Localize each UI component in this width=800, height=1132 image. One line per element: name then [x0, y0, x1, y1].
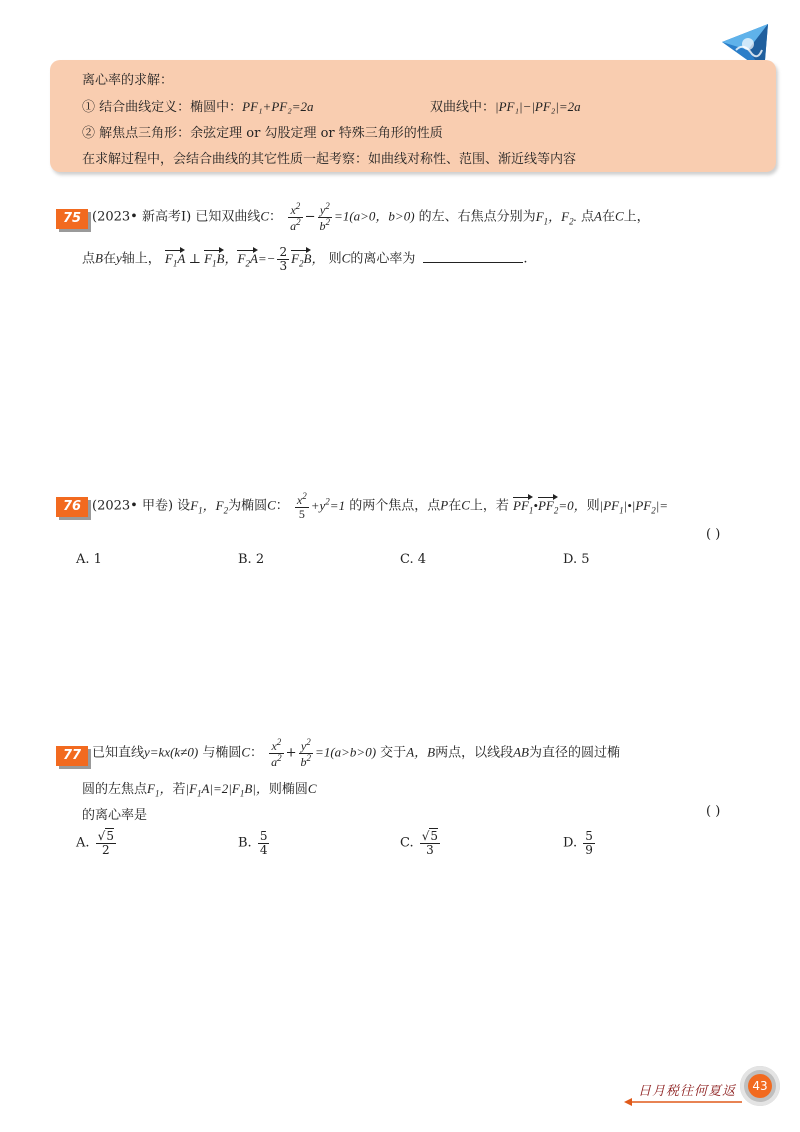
- answer-paren[interactable]: ( ): [706, 527, 721, 542]
- problem-number-badge: 76: [56, 497, 88, 517]
- problem-number-badge: 77: [56, 746, 88, 766]
- problem-number-badge: 75: [56, 209, 88, 229]
- answer-blank[interactable]: [423, 250, 523, 263]
- footer-slogan: 日月税往何夏返: [638, 1084, 737, 1099]
- problem-75-line-2: 点B在y轴上， $F_1A$ ⊥ $F_1B$，$F_2A=-$ $\frac{2}{3}$ $F_2B$， 则C的离心率为 .: [82, 245, 528, 273]
- problem-77-line-3: 的离心率是: [82, 808, 148, 823]
- summary-box: [50, 60, 776, 172]
- choice-d[interactable]: D. 5: [563, 552, 590, 567]
- footer-arrow-icon: [624, 1098, 744, 1106]
- hyperbola-definition-formula: |PF₁|−|PF₂|=2a: [495, 99, 581, 114]
- summary-item-3: 在求解过程中，会结合曲线的其它性质一起考察：如曲线对称性、范围、渐近线等内容: [82, 152, 577, 167]
- problem-76-line-1: (2023• 甲卷) 设$F_1$，$F_2$为椭圆C： $\frac{x^2}{5}$ $+y^2=1$ 的两个焦点，点P在C上，若 $PF_1•PF_2=0$，则$|PF_1|•|PF_2|=$: [92, 491, 669, 521]
- problem-75-line-1: (2023• 新高考Ⅰ) 已知双曲线C： $\frac{x^2}{a^2}$ − $\frac{y^2}{b^2}$ =1(a>0，b>0) 的左、右焦点分别为$F_1$，$F_2$. 点A在C上，: [92, 201, 650, 233]
- choice-b[interactable]: B. 2: [238, 552, 265, 567]
- problem-77-line-2: 圆的左焦点$F_1$，若$|F_1A|=2|F_1B|$，则椭圆C: [82, 781, 317, 799]
- summary-title: 离心率的求解：: [82, 73, 174, 88]
- summary-item-2: ② 解焦点三角形：余弦定理 or 勾股定理 or 特殊三角形的性质: [82, 126, 443, 141]
- choice-b[interactable]: B. $\frac{5}{4}$: [238, 829, 268, 857]
- choice-c[interactable]: C. 4: [400, 552, 427, 567]
- choice-a[interactable]: A. 1: [76, 552, 102, 567]
- summary-item-1: ① 结合曲线定义：椭圆中：PF₁+PF₂=2a 双曲线中：|PF₁|−|PF₂|=2a: [82, 99, 581, 115]
- page-number: 43: [748, 1074, 772, 1098]
- choice-c[interactable]: C. $\frac{√5}{3}$: [400, 829, 439, 857]
- choice-a[interactable]: A. $\frac{√5}{2}$: [76, 829, 114, 857]
- answer-paren[interactable]: ( ): [706, 804, 721, 819]
- ellipse-definition-formula: PF₁+PF₂=2a: [242, 99, 314, 114]
- choice-d[interactable]: D. $\frac{5}{9}$: [563, 829, 593, 857]
- problem-77-line-1: 已知直线y=kx(k≠0) 与椭圆C： $\frac{x^2}{a^2}$ + $\frac{y^2}{b^2}$ =1(a>b>0) 交于A，B两点，以线段AB为直径的圆过椭: [92, 737, 620, 769]
